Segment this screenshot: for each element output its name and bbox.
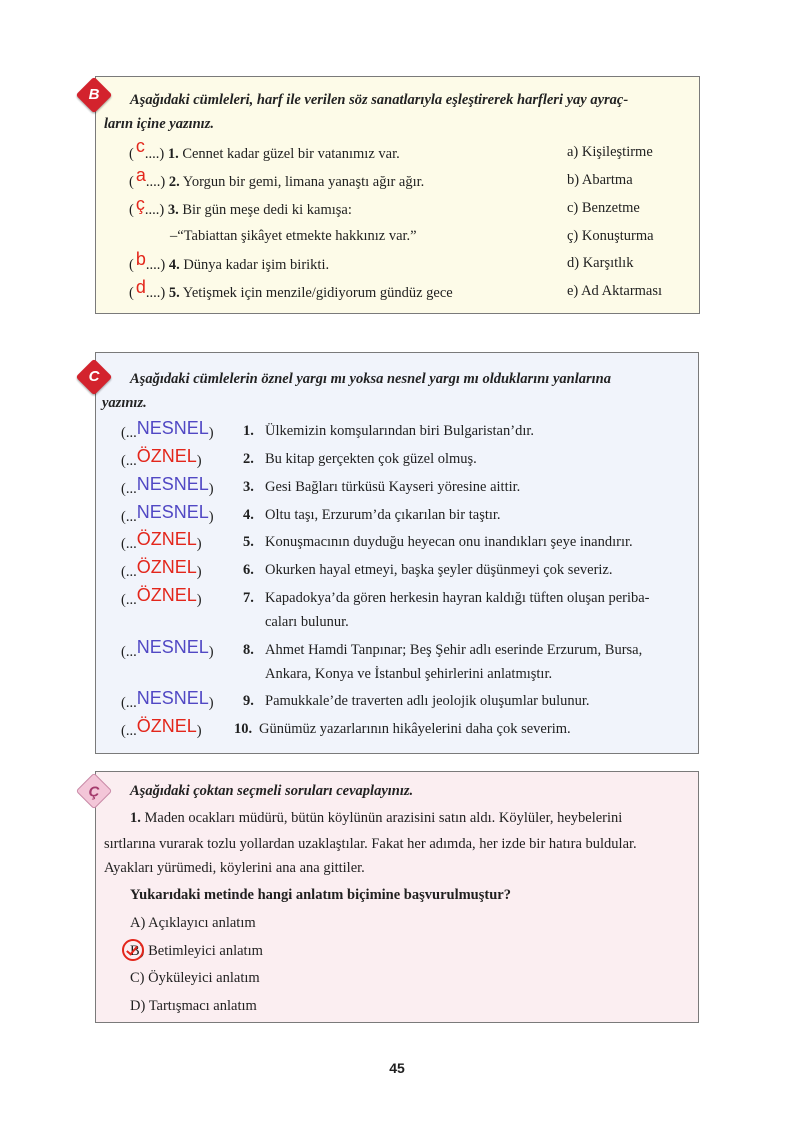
section-b-badge-letter: B: [88, 86, 100, 103]
section-b-instruction-line1: Aşağıdaki cümleleri, harf ile verilen söz sanatlarıyla eşleştirerek harfleri yay ayraç-: [130, 92, 629, 108]
section-c-item-number: 3.: [243, 479, 254, 495]
section-c-item-blank: (...ÖZNEL): [121, 529, 202, 552]
section-c-item-number: 6.: [243, 562, 254, 578]
choice-b[interactable]: B) Betimleyici anlatım: [130, 943, 263, 959]
answer-handwritten: ç: [135, 194, 145, 214]
section-c-item-number: 2.: [243, 451, 254, 467]
section-c-item-number: 10.: [234, 721, 253, 737]
section-c-item-text: Oltu taşı, Erzurum’da çıkarılan bir taştır.: [265, 507, 501, 523]
answer-handwritten: b: [135, 249, 146, 269]
answer-handwritten: NESNEL: [136, 474, 209, 494]
section-c-item-text: Ahmet Hamdi Tanpınar; Beş Şehir adlı eserinde Erzurum, Bursa,: [265, 642, 643, 658]
section-c-item-blank: (...ÖZNEL): [121, 446, 202, 469]
section-c-item-text: caları bulunur.: [265, 614, 349, 630]
section-b-option: c) Benzetme: [567, 200, 640, 216]
question-number: 1.: [130, 810, 141, 826]
section-c-instruction-line2: yazınız.: [102, 395, 147, 411]
section-c-item-blank: (...NESNEL): [121, 502, 214, 525]
section-c-item-blank: (...NESNEL): [121, 474, 214, 497]
section-b-item-continuation: –“Tabiattan şikâyet etmekte hakkınız var.”: [170, 228, 417, 244]
answer-handwritten: NESNEL: [136, 418, 209, 438]
section-c-item-text: Günümüz yazarlarının hikâyelerini daha çok severim.: [259, 721, 571, 737]
section-c-item-number: 9.: [243, 693, 254, 709]
section-b-item: ( ç....) 3. Bir gün meşe dedi ki kamışa:: [129, 194, 352, 218]
answer-handwritten: c: [135, 136, 145, 156]
choice-d[interactable]: D) Tartışmacı anlatım: [130, 998, 257, 1014]
section-b-option: e) Ad Aktarması: [567, 283, 663, 299]
answer-handwritten: d: [135, 277, 146, 297]
section-c-item-number: 7.: [243, 590, 254, 606]
section-b-item: ( b....) 4. Dünya kadar işim birikti.: [129, 249, 330, 273]
section-c-item-number: 1.: [243, 423, 254, 439]
question-passage-line1: 1. Maden ocakları müdürü, bütün köylünün arazisini satın aldı. Köylüler, heybelerini: [130, 810, 623, 826]
section-c-item-text: Bu kitap gerçekten çok güzel olmuş.: [265, 451, 477, 467]
section-b-item: ( d....) 5. Yetişmek için menzile/gidiyorum gündüz gece: [129, 277, 453, 301]
answer-handwritten: ÖZNEL: [136, 557, 197, 577]
section-c-item-blank: (...NESNEL): [121, 688, 214, 711]
section-c-item-text: Pamukkale’de traverten adlı jeolojik oluşumlar bulunur.: [265, 693, 590, 709]
section-c-item-blank: (...NESNEL): [121, 418, 214, 441]
section-b-item: ( a....) 2. Yorgun bir gemi, limana yanaştı ağır ağır.: [129, 165, 425, 190]
question-prompt: Yukarıdaki metinde hangi anlatım biçimine başvurulmuştur?: [130, 887, 511, 903]
choice-c[interactable]: C) Öyküleyici anlatım: [130, 970, 260, 986]
section-d-badge-letter: Ç: [88, 783, 100, 801]
section-c-badge-letter: C: [88, 368, 100, 385]
section-c-item-text: Konuşmacının duyduğu heyecan onu inandıkları şeye inandırır.: [265, 534, 633, 550]
section-b-badge: [76, 77, 113, 114]
section-b-option: d) Karşıtlık: [567, 255, 634, 271]
page-number: 45: [389, 1060, 405, 1076]
answer-handwritten: ÖZNEL: [136, 446, 197, 466]
section-c-item-number: 5.: [243, 534, 254, 550]
section-b-item: ( c....) 1. Cennet kadar güzel bir vatanımız var.: [129, 136, 400, 162]
answer-handwritten: NESNEL: [136, 637, 209, 657]
section-c-item-blank: (...ÖZNEL): [121, 585, 202, 608]
section-c-item-blank: (...ÖZNEL): [121, 716, 202, 739]
section-d-instruction: Aşağıdaki çoktan seçmeli soruları cevaplayınız.: [130, 783, 414, 799]
answer-handwritten: ÖZNEL: [136, 585, 197, 605]
section-c-item-text: Ankara, Konya ve İstanbul şehirlerini anlatmıştır.: [265, 666, 553, 682]
section-b-option: b) Abartma: [567, 172, 633, 188]
answer-handwritten: NESNEL: [136, 502, 209, 522]
section-b-instruction-line2: ların içine yazınız.: [104, 116, 214, 132]
section-c-item-text: Ülkemizin komşularından biri Bulgaristan’dır.: [265, 423, 535, 439]
section-c-item-number: 4.: [243, 507, 254, 523]
answer-handwritten: a: [135, 165, 146, 185]
choice-a[interactable]: A) Açıklayıcı anlatım: [130, 915, 256, 931]
question-passage-line3: Ayakları yürümedi, köylerini ana ana gittiler.: [104, 860, 365, 876]
section-c-item-text: Gesi Bağları türküsü Kayseri yöresine aittir.: [265, 479, 521, 495]
section-c-instruction-line1: Aşağıdaki cümlelerin öznel yargı mı yoksa nesnel yargı mı olduklarını yanlarına: [130, 371, 611, 387]
answer-handwritten: ÖZNEL: [136, 716, 197, 736]
section-c-item-text: Okurken hayal etmeyi, başka şeyler düşünmeyi çok severiz.: [265, 562, 613, 578]
question-passage-line2: sırtlarına vurarak tozlu yollardan uzaklaştılar. Fakat her adımda, her izde bir hatıra buldular.: [104, 836, 637, 852]
section-b-option: a) Kişileştirme: [567, 144, 653, 160]
answer-handwritten: NESNEL: [136, 688, 209, 708]
section-c-item-number: 8.: [243, 642, 254, 658]
section-c-badge: [76, 359, 113, 396]
section-c-item-blank: (...NESNEL): [121, 637, 214, 660]
answer-handwritten: ÖZNEL: [136, 529, 197, 549]
section-c-item-blank: (...ÖZNEL): [121, 557, 202, 580]
section-b-option: ç) Konuşturma: [567, 228, 654, 244]
section-c-item-text: Kapadokya’da gören herkesin hayran kaldığı tüften oluşan periba-: [265, 590, 650, 606]
